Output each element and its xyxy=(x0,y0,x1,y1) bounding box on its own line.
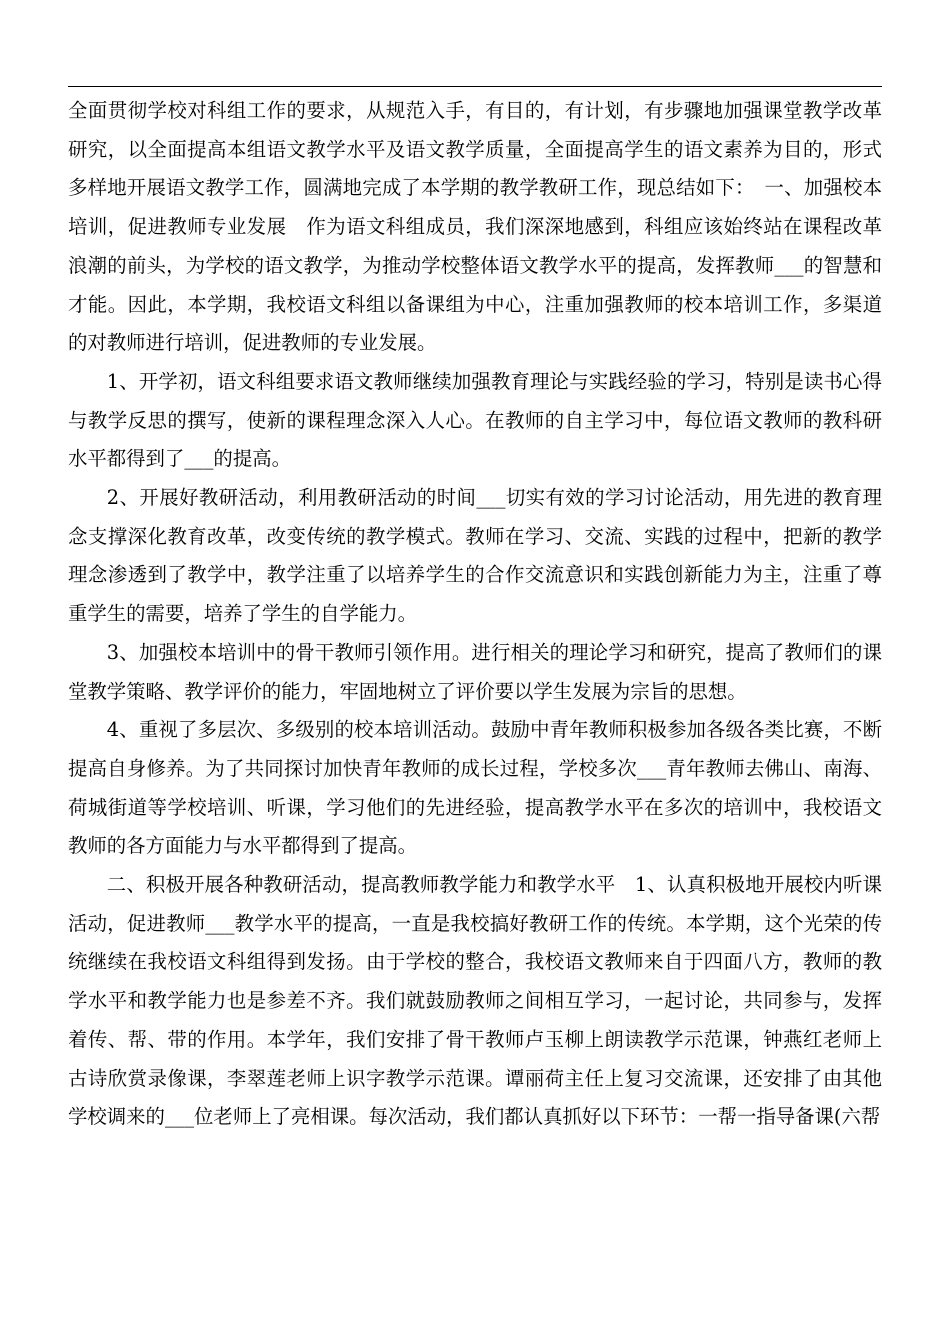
paragraph-item-4: 4、重视了多层次、多级别的校本培训活动。鼓励中青年教师积极参加各级各类比赛，不断提高自身修养。为了共同探讨加快青年教师的成长过程，学校多次___青年教师去佛山、南海、荷城街道等学校培训、听课，学习他们的先进经验，提高教学水平在多次的培训中，我校语文教师的各方面能力与水平都得到了提高。 xyxy=(68,718,882,858)
paragraph-item-2: 2、开展好教研活动，利用教研活动的时间___切实有效的学习讨论活动，用先进的教育理念支撑深化教育改革，改变传统的教学模式。教师在学习、交流、实践的过程中，把新的教学理念渗透到了教学中，教学注重了以培养学生的合作交流意识和实践创新能力为主，注重了尊重学生的需要，培养了学生的自学能力。 xyxy=(68,486,882,626)
paragraph-item-1: 1、开学初，语文科组要求语文教师继续加强教育理论与实践经验的学习，特别是读书心得与教学反思的撰写，使新的课程理念深入人心。在教师的自主学习中，每位语文教师的教科研水平都得到了___的提高。 xyxy=(68,369,882,471)
paragraph-item-3: 3、加强校本培训中的骨干教师引领作用。进行相关的理论学习和研究，提高了教师们的课堂教学策略、教学评价的能力，牢固地树立了评价要以学生发展为宗旨的思想。 xyxy=(68,640,882,703)
document-page xyxy=(68,0,882,1344)
document-body xyxy=(68,92,882,1137)
header-rule xyxy=(68,86,882,87)
paragraph-intro: 全面贯彻学校对科组工作的要求，从规范入手，有目的，有计划，有步骤地加强课堂教学改革研究，以全面提高本组语文教学水平及语文教学质量，全面提高学生的语文素养为目的，形式多样地开展语文教学工作，圆满地完成了本学期的教学教研工作，现总结如下： 一、加强校本培训，促进教师专业发展 作为语文科组成员，我们深深地感到，科组应该始终站在课程改革浪潮的前头，为学校的语文教学，为推动学校整体语文教学水平的提高，发挥教师___的智慧和才能。因此，本学期，我校语文科组以备课组为中心，注重加强教师的校本培训工作，多渠道的对教师进行培训，促进教师的专业发展。 xyxy=(68,99,882,355)
paragraph-section-2: 二、积极开展各种教研活动，提高教师教学能力和教学水平 1、认真积极地开展校内听课活动，促进教师___教学水平的提高，一直是我校搞好教研工作的传统。本学期，这个光荣的传统继续在我校语文科组得到发扬。由于学校的整合，我校语文教师来自于四面八方，教师的教学水平和教学能力也是参差不齐。我们就鼓励教师之间相互学习，一起讨论，共同参与，发挥着传、帮、带的作用。本学年，我们安排了骨干教师卢玉柳上朗读教学示范课，钟燕红老师上古诗欣赏录像课，李翠莲老师上识字教学示范课。谭丽荷主任上复习交流课，还安排了由其他学校调来的___位老师上了亮相课。每次活动，我们都认真抓好以下环节：一帮一指导备课(六帮 xyxy=(68,873,882,1129)
